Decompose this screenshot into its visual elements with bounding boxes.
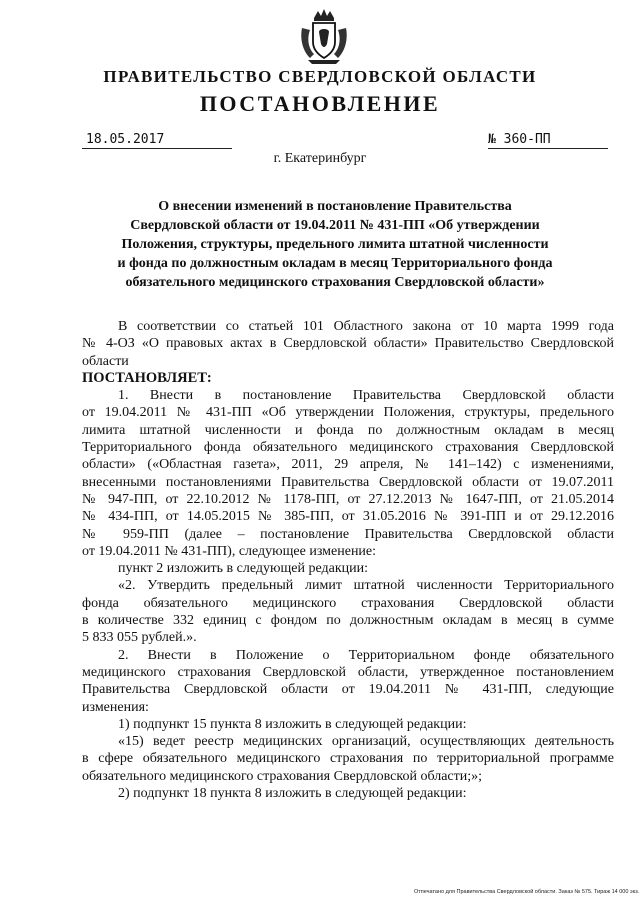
city: г. Екатеринбург [273, 151, 367, 166]
item2-line: Правительства Свердловской области от 19.04.2011 № 431-ПП, следующие [82, 682, 614, 698]
item1-quote-line: 5 833 055 рублей.». [82, 630, 197, 646]
item1-line: внесенными постановлениями Правительства Свердловской области от 19.07.2011 [82, 474, 614, 490]
document-type: ПОСТАНОВЛЕНИЕ [199, 91, 441, 116]
document-title [100, 197, 570, 292]
item1-line: от 19.04.2011 № 431-ПП), следующее изменение: [82, 543, 377, 559]
preamble-line: области [82, 353, 129, 369]
item1-line: № 434-ПП, от 14.05.2015 № 385-ПП, от 31.05.2016 № 391-ПП и от 29.12.2016 [82, 509, 614, 525]
item2-subitem: 2) подпункт 18 пункта 8 изложить в следующей редакции: [118, 786, 467, 802]
title-line: и фонда по должностным окладам в месяц Территориального фонда [117, 256, 553, 271]
item1-line: от 19.04.2011 № 431-ПП «Об утверждении Положения, структуры, предельного [82, 405, 614, 421]
issuing-authority: ПРАВИТЕЛЬСТВО СВЕРДЛОВСКОЙ ОБЛАСТИ [103, 67, 537, 86]
resolves-heading: ПОСТАНОВЛЯЕТ: [82, 369, 212, 386]
item1-line: 1. Внести в постановление Правительства Свердловской области [118, 388, 614, 404]
document-body [82, 318, 614, 802]
item1-line: Территориального фонда обязательного медицинского страхования Свердловской [82, 440, 614, 456]
title-line: Положения, структуры, предельного лимита штатной численности [121, 237, 549, 252]
item2-line: медицинского страхования Свердловской области, утвержденное постановлением [82, 664, 614, 680]
title-line: обязательного медицинского страхования Свердловской области» [125, 275, 545, 290]
item1-quote-line: в количестве 332 единиц с фондом по должностным окладам в месяц в сумме [82, 613, 614, 629]
item1-subheading: пункт 2 изложить в следующей редакции: [118, 561, 368, 577]
document-date: 18.05.2017 [82, 132, 232, 149]
item1-line: № 947-ПП, от 22.10.2012 № 1178-ПП, от 27.12.2013 № 1647-ПП, от 21.05.2014 [82, 491, 614, 507]
item2-quote-line: в сфере обязательного медицинского страхования по территориальной программе [82, 751, 614, 767]
preamble-line: № 4-ОЗ «О правовых актах в Свердловской области» Правительство Свердловской [82, 336, 614, 352]
preamble-line: В соответствии со статьей 101 Областного закона от 10 марта 1999 года [118, 319, 614, 334]
coat-of-arms-icon [298, 8, 350, 66]
item2-line: 2. Внести в Положение о Территориальном фонде обязательного [118, 647, 614, 663]
item1-line: области» («Областная газета», 2011, 29 апреля, № 141–142) с изменениями, [82, 457, 614, 473]
item1-quote-line: фонда обязательного медицинского страхования Свердловской области [82, 595, 614, 611]
item2-subitem: 1) подпункт 15 пункта 8 изложить в следующей редакции: [118, 716, 467, 732]
item1-line: лимита штатной численности и фонда по должностным окладам в месяц [82, 422, 614, 438]
item2-quote-line: обязательного медицинского страхования Свердловской области;»; [82, 768, 483, 784]
title-line: О внесении изменений в постановление Правительства [158, 199, 512, 214]
document-number: № 360-ПП [488, 132, 608, 149]
item2-line: изменения: [82, 699, 149, 715]
item1-line: № 959-ПП (далее – постановление Правительства Свердловской области [82, 526, 614, 542]
item2-quote-line: «15) ведет реестр медицинских организаций, осуществляющих деятельность [118, 734, 614, 750]
item1-quote-line: «2. Утвердить предельный лимит штатной численности Территориального [118, 578, 614, 594]
print-footer: Отпечатано для Правительства Свердловской области. Заказ № 575. Тираж 14 000 экз. [414, 889, 640, 895]
title-line: Свердловской области от 19.04.2011 № 431-ПП «Об утверждении [130, 218, 540, 233]
